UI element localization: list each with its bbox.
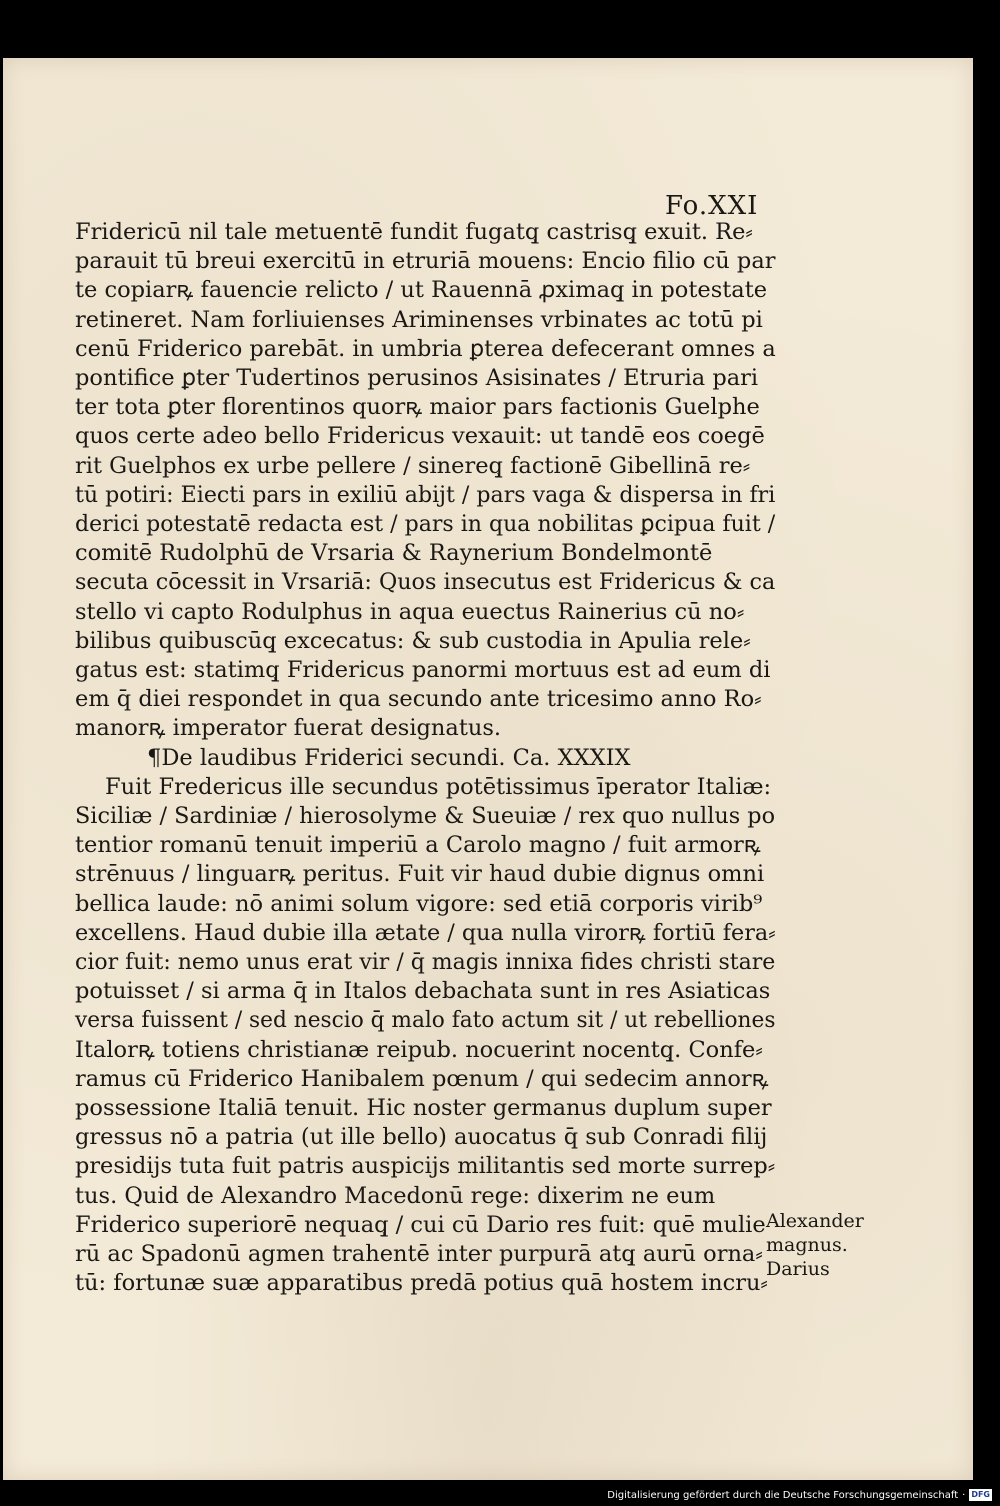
text-line: pontifice ꝑter Tudertinos perusinos Asisinates / Etruria pari [75,365,759,391]
margin-note: magnus. [766,1234,848,1256]
text-line: excellens. Haud dubie illa ætate / qua nulla virorꝶ fortiū fera⸗ [75,919,776,946]
text-line: secuta cōcessit in Vrsariā: Quos insecutus est Fridericus & ca [75,569,776,596]
text-line: te copiarꝶ fauencie relicto / ut Rauennā ꝓximaq̧ in potestate [75,277,768,304]
text-line: versa fuissent / sed nescio q̄ malo fato actum sit / ut rebelliones [75,1007,776,1034]
text-line: strēnuus / linguarꝶ peritus. Fuit vir haud dubie dignus omni [75,861,765,888]
text-line: presidijs tuta fuit patris auspicijs militantis sed morte surrep⸗ [75,1153,776,1180]
text-line: bilibus quibuscūq̧ excecatus: & sub custodia in Apulia rele⸗ [75,627,751,654]
text-line: gressus nō a patria (ut ille bello) auocatus q̄ sub Conradi filij [75,1124,768,1151]
text-line: tū: fortunæ suæ apparatibus predā potius quā hostem incru⸗ [75,1270,768,1297]
text-line: Fuit Fredericus ille secundus potētissimus īperator Italiæ: [105,773,772,800]
text-line: rit Guelphos ex urbe pellere / sinereq̧ factionē Gibellinā re⸗ [75,452,751,479]
text-line: Friderico superiorē nequaq̧ / cui cū Dario res fuit: quē mulie [75,1211,766,1238]
text-line: Italorꝶ totiens christianæ reipub. nocuerint nocentq̧. Confe⸗ [75,1036,763,1063]
margin-note: Alexander [766,1210,864,1232]
credit-text: Digitalisierung gefördert durch die Deutsche Forschungsgemeinschaft [607,1489,959,1501]
credit-separator: · [962,1489,966,1501]
digitization-credit [607,1487,992,1503]
text-line: tentior romanū tenuit imperiū a Carolo magno / fuit armorꝶ [75,832,761,859]
text-line: gatus est: statimq̧ Fridericus panormi mortuus est ad eum di [75,657,771,683]
dfg-logo: DFG [971,1490,990,1499]
text-line: potuisset / si arma q̄ in Italos debachata sunt in res Asiaticas [75,978,771,1005]
text-line: stello vi capto Rodulphus in aqua euectus Rainerius cū no⸗ [75,598,745,625]
text-line: possessione Italiā tenuit. Hic noster germanus duplum super [75,1095,772,1121]
text-line: parauit tū breui exercitū in etruriā mouens: Encio filio cū par [75,248,776,275]
text-line: tus. Quid de Alexandro Macedonū rege: dixerim ne eum [75,1182,716,1209]
text-line: ramus cū Friderico Hanibalem pœnum / qui sedecim annorꝶ [75,1065,769,1092]
text-line: rū ac Spadonū agmen trahentē inter purpurā atq̧ aurū orna⸗ [75,1241,763,1267]
text-line: ter tota ꝑter florentinos quorꝶ maior pars factionis Guelphe [75,394,760,421]
text-line: comitē Rudolphū de Vrsaria & Raynerium Bondelmontē [75,540,713,567]
text-line: retineret. Nam forliuienses Ariminenses vrbinates ac totū pi [75,306,763,333]
text-line: cior fuit: nemo unus erat vir / q̄ magis innixa fides christi stare [75,949,776,975]
text-line: Siciliæ / Sardiniæ / hierosolyme & Sueuiæ / rex quo nullus po [75,803,776,829]
text-line: em q̄ diei respondet in qua secundo ante tricesimo anno Ro⸗ [75,686,762,713]
text-line: Fridericū nil tale metuentē fundit fugatq̧ castrisq̧ exuit. Re⸗ [75,219,753,245]
text-line: manorꝶ imperator fuerat designatus. [75,715,502,742]
book-page [3,58,973,1480]
text-line: tū potiri: Eiecti pars in exiliū abijt / pars vaga & dispersa in fri [75,481,776,508]
text-line: quos certe adeo bello Fridericus vexauit: ut tandē eos coegē [75,423,765,450]
text-line: derici potestatē redacta est / pars in qua nobilitas ꝑcipua fuit / [75,511,776,537]
chapter-heading: ¶De laudibus Friderici secundi. Ca. XXXIX [147,744,631,771]
text-line: cenū Friderico parebāt. in umbria ꝑterea defecerant omnes a [75,335,776,362]
folio-number: Fo.XXI [665,191,759,221]
text-line: bellica laude: nō animi solum vigore: sed etiā corporis virib⁹ [75,890,763,917]
margin-note: Darius [766,1258,830,1280]
